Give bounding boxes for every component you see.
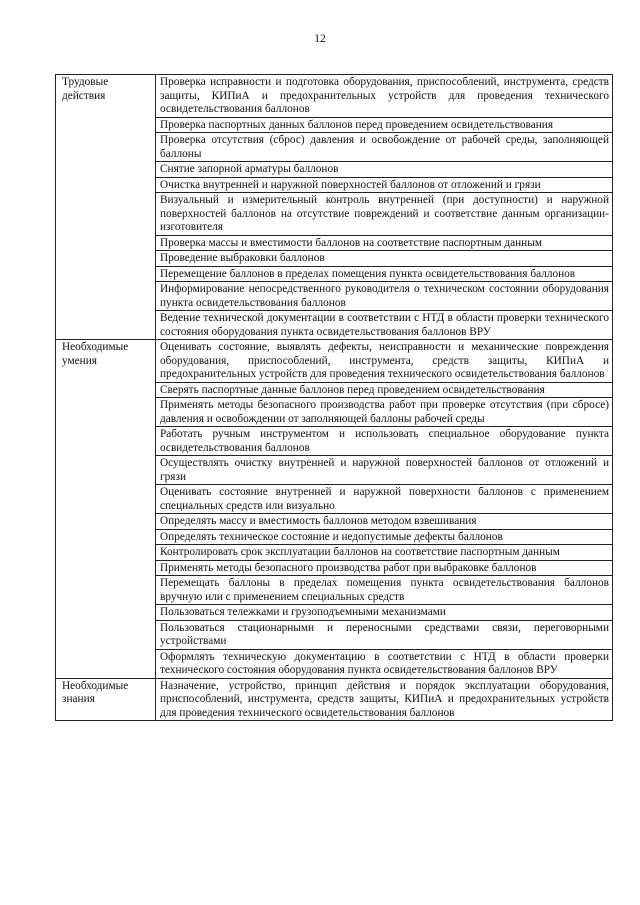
table-cell-item: Оценивать состояние, выявлять дефекты, неисправности и механические повреждения оборудования, приспособлений, инструмента, средств защиты, КИПиА и предохранительных устройств для проведения технического освидетельствования баллонов	[156, 340, 613, 383]
table-cell-item: Контролировать срок эксплуатации баллонов на соответствие паспортным данным	[156, 545, 613, 561]
table-cell-item: Применять методы безопасного производства работ при выбраковке баллонов	[156, 560, 613, 576]
table-cell-item: Перемещать баллоны в пределах помещения пункта освидетельствования баллонов вручную или с применением специальных средств	[156, 576, 613, 605]
table-cell-item: Проверка отсутствия (сброс) давления и освобождение от рабочей среды, заполняющей баллоны	[156, 133, 613, 162]
specification-table	[55, 74, 613, 721]
page-number: 12	[314, 33, 326, 45]
table-cell-item: Сверять паспортные данные баллонов перед проведением освидетельствования	[156, 382, 613, 398]
table-cell-item: Ведение технической документации в соответствии с НТД в области проверки технического состояния оборудования пункта освидетельствования баллонов ВРУ	[156, 311, 613, 340]
table-cell-item: Снятие запорной арматуры баллонов	[156, 162, 613, 178]
table-cell-item: Оформлять техническую документацию в соответствии с НТД в области проверки технического состояния оборудования пункта освидетельствования баллонов ВРУ	[156, 649, 613, 678]
table-cell-item: Визуальный и измерительный контроль внутренней (при доступности) и наружной поверхностей баллонов на отсутствие повреждений и соответствие данным организации-изготовителя	[156, 193, 613, 236]
table-cell-item: Проверка паспортных данных баллонов перед проведением освидетельствования	[156, 117, 613, 133]
table-row	[56, 678, 613, 721]
table-cell-item: Пользоваться стационарными и переносными средствами связи, переговорными устройствами	[156, 620, 613, 649]
table-cell-item: Очистка внутренней и наружной поверхностей баллонов от отложений и грязи	[156, 177, 613, 193]
table-cell-item: Применять методы безопасного производства работ при проверке отсутствия (при сбросе) давления и освобождении от заполняющей баллоны рабочей среды	[156, 398, 613, 427]
section-label: Необходимые знания	[56, 678, 156, 721]
table-cell-item: Работать ручным инструментом и использовать специальное оборудование пункта освидетельствования баллонов	[156, 427, 613, 456]
table-cell-item: Определять техническое состояние и недопустимые дефекты баллонов	[156, 529, 613, 545]
section-label: Необходимые умения	[56, 340, 156, 679]
table-cell-item: Проверка массы и вместимости баллонов на соответствие паспортным данным	[156, 235, 613, 251]
section-label: Трудовые действия	[56, 75, 156, 340]
table-cell-item: Оценивать состояние внутренней и наружной поверхности баллонов с применением специальных средств или визуально	[156, 485, 613, 514]
table-cell-item: Осуществлять очистку внутренней и наружной поверхностей баллонов от отложений и грязи	[156, 456, 613, 485]
table-row	[56, 340, 613, 383]
table-cell-item: Определять массу и вместимость баллонов методом взвешивания	[156, 514, 613, 530]
table-cell-item: Проверка исправности и подготовка оборудования, приспособлений, инструмента, средств защиты, КИПиА и предохранительных устройств для проведения технического освидетельствования баллонов	[156, 75, 613, 118]
table-row	[56, 75, 613, 118]
table-cell-item: Назначение, устройство, принцип действия и порядок эксплуатации оборудования, приспособлений, инструмента, средств защиты, КИПиА и предохранительных устройств для проведения технического освидетельствования баллонов	[156, 678, 613, 721]
specification-table-body	[56, 75, 613, 721]
table-cell-item: Пользоваться тележками и грузоподъемными механизмами	[156, 605, 613, 621]
table-cell-item: Проведение выбраковки баллонов	[156, 251, 613, 267]
table-cell-item: Перемещение баллонов в пределах помещения пункта освидетельствования баллонов	[156, 266, 613, 282]
table-cell-item: Информирование непосредственного руководителя о техническом состоянии оборудования пункта освидетельствования баллонов	[156, 282, 613, 311]
